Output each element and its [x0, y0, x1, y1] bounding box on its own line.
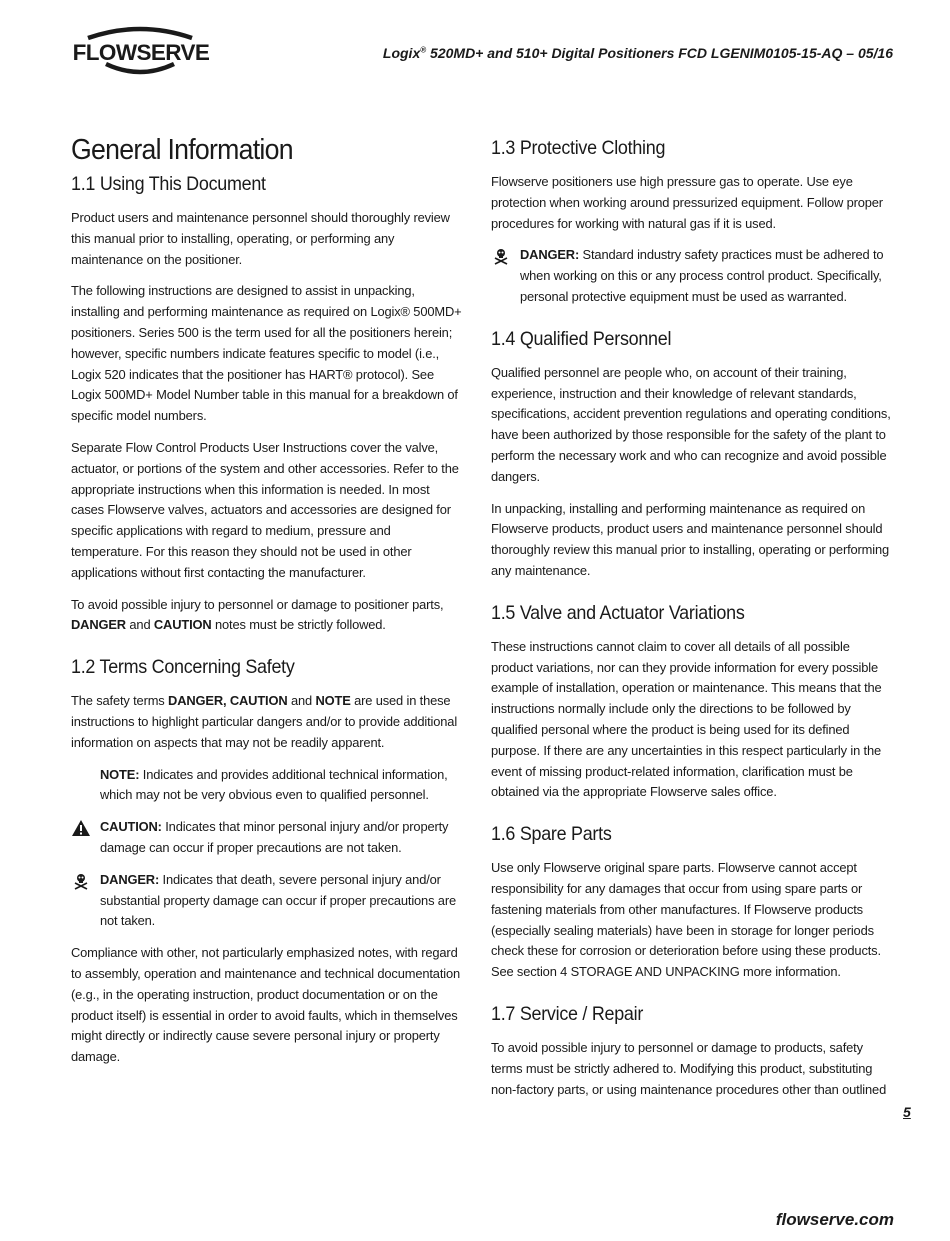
brand-wordmark: FLOWSERVE — [72, 40, 210, 65]
warning-triangle-icon — [71, 819, 91, 837]
caution-term: CAUTION — [153, 617, 212, 633]
page-title: General Information — [71, 134, 293, 166]
section-1-2-paragraph-2: Compliance with other, not particularly emphasized notes, with regard to assembly, operation and maintenance and technical documentation (e.g., in the operating instruction, product documentation or on the product itself) is essential in order to avoid faults, which in themselves might directly or indirectly cause severe personal injury or property damage. — [71, 945, 461, 1065]
section-1-5-heading: 1.5 Valve and Actuator Variations — [491, 601, 745, 624]
section-1-1-paragraph-4 — [71, 595, 465, 637]
note-label: NOTE: — [100, 766, 140, 782]
section-1-7-heading: 1.7 Service / Repair — [491, 1002, 644, 1025]
text-run: and — [125, 617, 154, 633]
section-1-4-paragraph-1: Qualified personnel are people who, on account of their training, experience, instruction and their knowledge of relevant standards, specifications, accident prevention regulations and operating conditions, have been authorized by those responsible for the safety of the plant to perform the necessary work and who can recognize and avoid possible dangers. — [491, 364, 891, 484]
text-run: To avoid possible injury to personnel or damage to positioner parts, — [71, 596, 444, 612]
section-1-2-paragraph-1 — [71, 691, 465, 753]
caution-text: Indicates that minor personal injury and/or property damage can occur if proper precautions are not taken. — [100, 819, 449, 855]
danger-term: DANGER — [71, 617, 126, 633]
section-1-1-paragraph-3: Separate Flow Control Products User Instructions cover the valve, actuator, or portions of the system and other accessories. Refer to the appropriate instructions when this information is needed. In most cases Flowserve valves, actuators and accessories are designed for specific applications with regard to medium, pressure and temperature. For this reason they should not be used in other applications without first contacting the manufacturer. — [71, 439, 459, 580]
header-title-rest: 520MD+ and 510+ Digital Positioners FCD LGENIM0105-15-AQ – 05/16 — [426, 45, 893, 61]
note-term: NOTE — [315, 693, 351, 709]
section-1-3-paragraph-1: Flowserve positioners use high pressure gas to operate. Use eye protection when working around pressurized equipment. Follow proper procedures for working with natural gas if it is used. — [491, 174, 883, 231]
section-1-7-paragraph-1: To avoid possible injury to personnel or damage to products, safety terms must be strictly adhered to. Modifying this product, substituting non-factory parts, or using maintenance procedures other than outlined — [491, 1039, 887, 1097]
text-run: notes must be strictly followed. — [211, 617, 386, 633]
section-1-2-heading: 1.2 Terms Concerning Safety — [71, 656, 295, 679]
note-block — [71, 765, 465, 807]
section-1-3-heading: 1.3 Protective Clothing — [491, 137, 666, 159]
skull-crossbones-icon — [491, 247, 511, 265]
header-title-reg: ® — [420, 45, 427, 55]
section-1-6-heading: 1.6 Spare Parts — [491, 823, 612, 846]
header-title-prefix: Logix — [382, 45, 421, 61]
danger-text: Standard industry safety practices must be adhered to when working on this or any process control product. Specifically, personal protective equipment must be used as warranted. — [520, 247, 884, 304]
footer-url[interactable]: flowserve.com — [775, 1210, 894, 1229]
section-1-1-paragraph-2: The following instructions are designed to assist in unpacking, installing and performing maintenance as required on Logix® 500MD+ positioners. Series 500 is the term used for all the positioners herein; however, specific numbers indicate features specific to model (i.e., Logix 520 indicates that the positioner has HART® protocol). See Logix 500MD+ Model Number table in this manual for a breakdown of specific model numbers. — [71, 283, 462, 424]
danger-text: Indicates that death, severe personal injury and/or substantial property damage can occur if proper precautions are not taken. — [100, 871, 456, 929]
document-header — [300, 45, 893, 61]
danger-label: DANGER: — [100, 871, 160, 887]
text-run: are used in these instructions to highlight particular dangers and/or to provide additional information on aspects that may not be readily apparent. — [71, 693, 458, 750]
text-run: The safety terms — [71, 693, 169, 709]
left-column — [71, 133, 465, 1079]
text-run: and — [287, 693, 316, 709]
flowserve-logo — [70, 24, 212, 76]
danger-caution-terms: DANGER, CAUTION — [168, 693, 288, 709]
section-1-6-paragraph-1: Use only Flowserve original spare parts. Flowserve cannot accept responsibility for any damages that occur from using spare parts or fastening materials from other manufactures. If Flowserve products (especially sealing materials) have been in storage for longer periods check these for corrosion or deterioration before using these products. See section 4 STORAGE AND UNPACKING more information. — [491, 860, 881, 980]
danger-block — [491, 245, 893, 307]
note-text: Indicates and provides additional technical information, which may not be very obvious even to qualified personnel. — [100, 766, 448, 803]
section-1-4-heading: 1.4 Qualified Personnel — [491, 327, 672, 350]
caution-block — [71, 817, 465, 859]
caution-label: CAUTION: — [100, 819, 162, 835]
section-1-4-paragraph-2: In unpacking, installing and performing maintenance as required on Flowserve products, product users and maintenance personnel should thoroughly review this manual prior to installing, operating or performing any maintenance. — [491, 500, 890, 578]
danger-label: DANGER: — [520, 247, 580, 263]
page-number: 5 — [903, 1104, 911, 1120]
section-1-5-paragraph-1: These instructions cannot claim to cover all details of all possible product variations, nor can they provide information for every possible example of installation, operation or maintenance. This means that the instructions normally include only the directions to be followed by qualified personal where the product is being used for its defined purpose. If there are any uncertainties in this respect particularly in the event of missing product-related information, clarification must be obtained via the appropriate Flowserve sales office. — [491, 638, 882, 800]
right-column — [491, 136, 893, 1111]
section-1-1-paragraph-1: Product users and maintenance personnel should thoroughly review this manual prior to installing, operating, or performing any maintenance on the positioner. — [71, 210, 450, 267]
danger-block — [71, 870, 465, 932]
section-1-1-heading: 1.1 Using This Document — [71, 173, 266, 195]
skull-crossbones-icon — [71, 872, 91, 890]
